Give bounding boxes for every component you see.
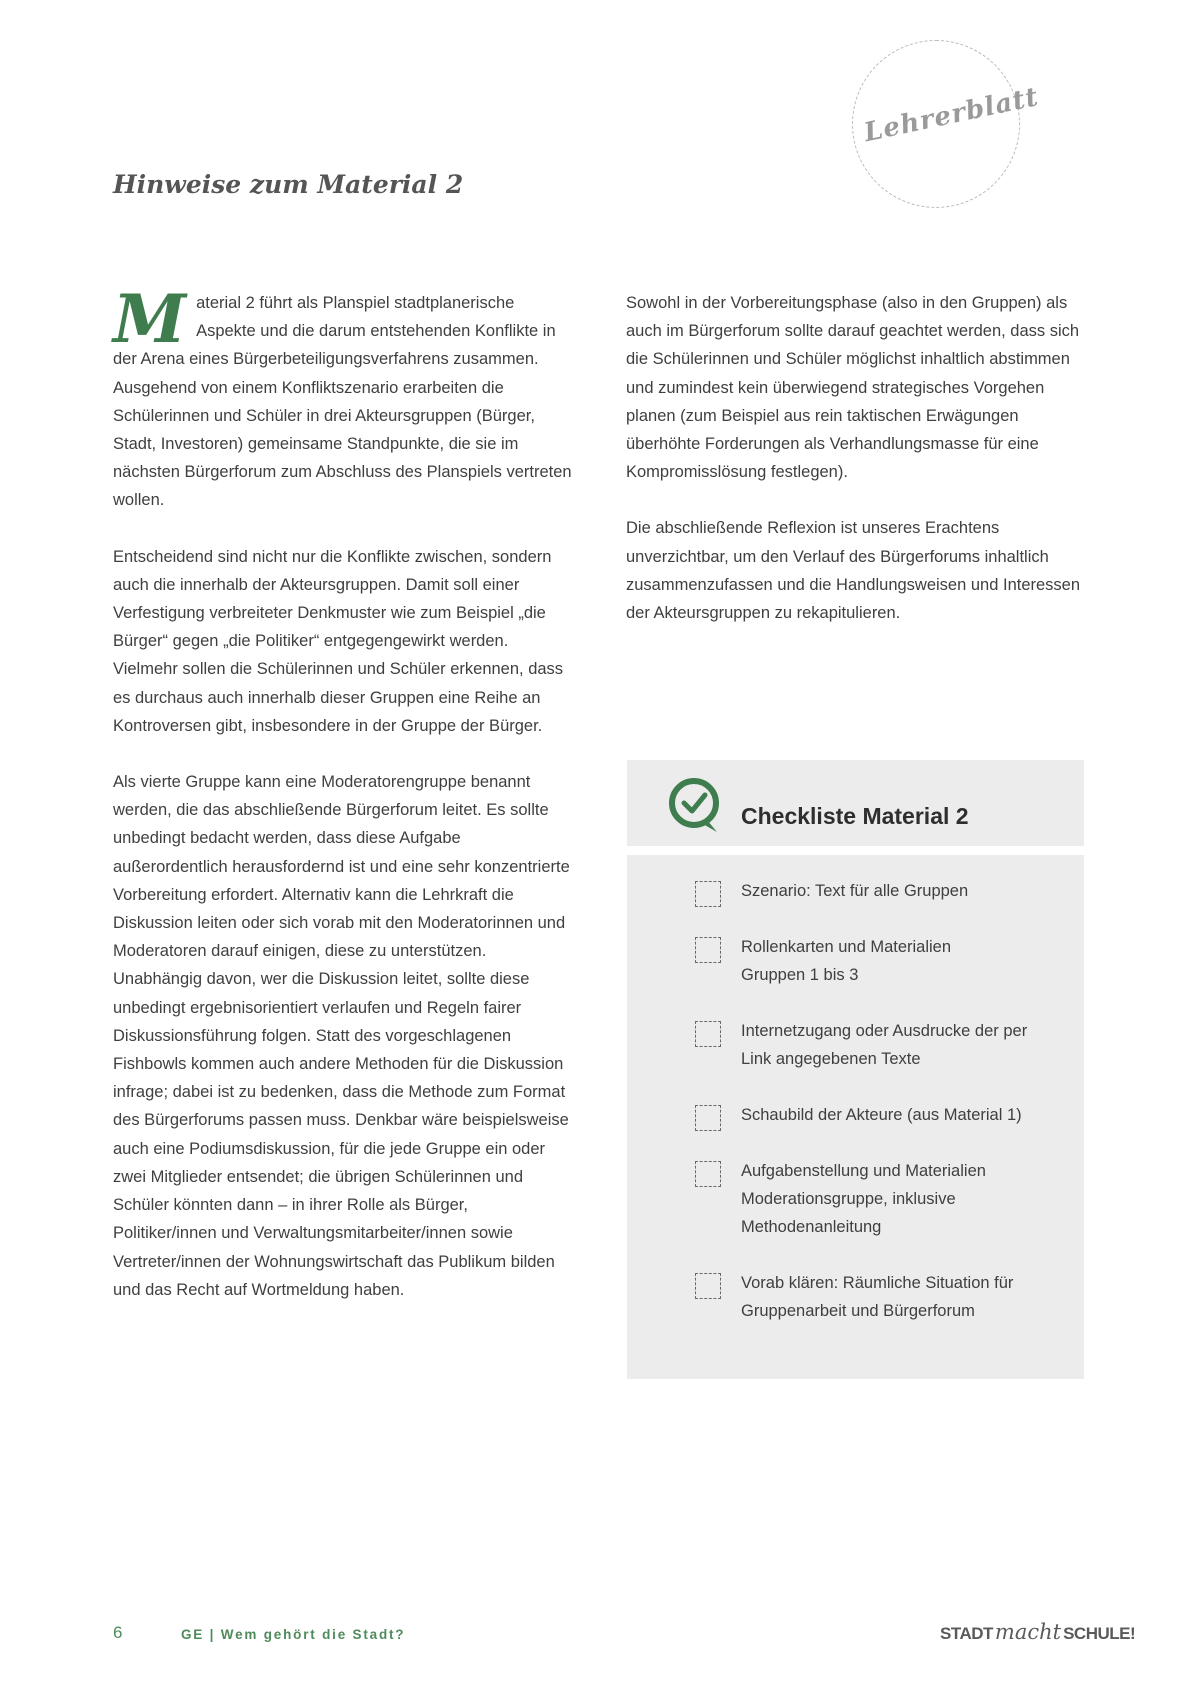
checklist-item-label: Internetzugang oder Ausdrucke der per Link angegebenen Texte — [741, 1022, 1028, 1069]
right-column — [626, 289, 1086, 655]
checklist-item-label: Aufgabenstellung und Materialien Moderationsgruppe, inklusive Methodenanleitung — [741, 1162, 986, 1237]
checklist-item-label: Rollenkarten und Materialien Gruppen 1 bis 3 — [741, 938, 952, 985]
page-number: 6 — [113, 1623, 123, 1642]
intro-paragraph — [113, 280, 573, 515]
footer-title: GE | Wem gehört die Stadt? — [181, 1627, 406, 1642]
paragraph: Als vierte Gruppe kann eine Moderatorengruppe benannt werden, die das abschließende Bürgerforum leitet. Es sollte unbedingt bedacht werden, dass diese Aufgabe außerordentlich herausfordernd ist und eine sehr konzentrierte Vorbereitung erfordert. Alternativ kann die Lehrkraft die Diskussion leiten oder sich vorab mit den Moderatorinnen und Moderatoren darauf einigen, diese zu unterstützen. Unabhängig davon, wer die Diskussion leitet, sollte diese unbedingt ergebnisorientiert verlaufen und Regeln fairer Diskussionsführung folgen. Statt des vorgeschlagenen Fishbowls kommen auch andere Methoden für die Diskussion infrage; dabei ist zu bedenken, dass die Methode zum Format des Bürgerforums passen muss. Denkbar wäre beispielsweise auch eine Podiumsdiskussion, für die jede Gruppe ein oder zwei Mitglieder entsendet; die übrigen Schülerinnen und Schüler könnten dann – in ihrer Rolle als Bürger, Politiker/innen und Verwaltungsmitarbeiter/innen sowie Vertreter/innen der Wohnungswirtschaft das Publikum bilden und das Recht auf Wortmeldung haben. — [113, 773, 570, 1299]
checkbox[interactable] — [695, 881, 721, 907]
stadt-macht-schule-logo — [940, 1620, 1135, 1650]
paragraph: Die abschließende Reflexion ist unseres Erachtens unverzichtbar, um den Verlauf des Bürgerforums inhaltlich zusammenzufassen und die Handlungsweisen und Interessen der Akteursgruppen zu rekapitulieren. — [626, 519, 1081, 623]
checklist-header — [627, 760, 1084, 846]
checkbox[interactable] — [695, 1021, 721, 1047]
checklist-title: Checkliste Material 2 — [741, 803, 969, 829]
logo-part: SCHULE! — [1063, 1624, 1136, 1643]
logo-part: STADT — [940, 1624, 993, 1643]
dropcap-letter: M — [113, 280, 187, 358]
checklist-item-label: Schaubild der Akteure (aus Material 1) — [741, 1106, 1022, 1124]
left-column — [113, 280, 573, 1332]
paragraph: Entscheidend sind nicht nur die Konflikte zwischen, sondern auch die innerhalb der Akteursgruppen. Damit soll einer Verfestigung verbreiteter Denkmuster wie zum Beispiel „die Bürger“ gegen „die Politiker“ entgegengewirkt werden. Vielmehr sollen die Schülerinnen und Schüler erkennen, dass es durchaus auch innerhalb dieser Gruppen eine Reihe an Kontroversen gibt, insbesondere in der Gruppe der Bürger. — [113, 547, 564, 735]
checkbox[interactable] — [695, 1273, 721, 1299]
checkbox[interactable] — [695, 1105, 721, 1131]
intro-text: aterial 2 führt als Planspiel stadtplanerische Aspekte und die darum entstehenden Konflikte in der Arena eines Bürgerbeteiligungsverfahrens zusammen. Ausgehend von einem Konfliktszenario erarbeiten die Schülerinnen und Schüler in drei Akteursgruppen (Bürger, Stadt, Investoren) gemeinsame Standpunkte, die sie im nächsten Bürgerforum zum Abschluss des Planspiels vertreten wollen. — [113, 294, 572, 510]
checklist-item-label: Vorab klären: Räumliche Situation für Gruppenarbeit und Bürgerforum — [741, 1274, 1014, 1321]
checklist-body — [627, 855, 1084, 1379]
checklist-item-label: Szenario: Text für alle Gruppen — [741, 882, 969, 900]
paragraph: Sowohl in der Vorbereitungsphase (also in den Gruppen) als auch im Bürgerforum sollte darauf geachtet werden, dass sich die Schülerinnen und Schüler möglichst inhaltlich abstimmen und zumindest kein überwiegend strategisches Vorgehen planen (zum Beispiel aus rein taktischen Erwägungen überhöhte Forderungen als Verhandlungsmasse für eine Kompromisslösung festlegen). — [626, 294, 1080, 482]
logo-part: macht — [994, 1620, 1062, 1644]
checkbox[interactable] — [695, 937, 721, 963]
checkbox[interactable] — [695, 1161, 721, 1187]
lehrerblatt-stamp — [852, 40, 1042, 208]
check-circle-icon — [667, 776, 723, 834]
stamp-label: Lehrerblatt — [861, 81, 1042, 149]
page-title: Hinweise zum Material 2 — [113, 170, 464, 199]
